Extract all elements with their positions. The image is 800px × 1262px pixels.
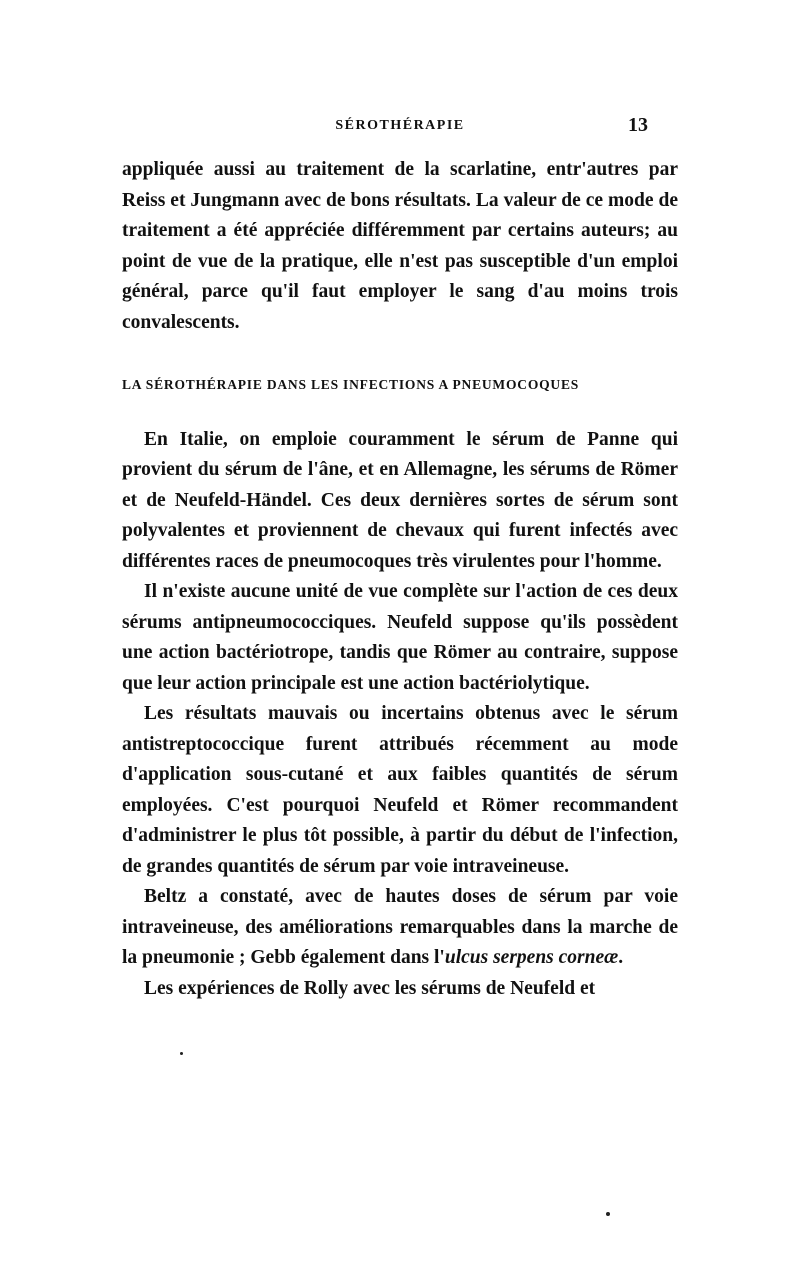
latin-term: ulcus serpens corneæ (444, 947, 619, 968)
paragraph-italy-germany: En Italie, on emploie couramment le sérum de Panne qui provient du sérum de l'âne, et en Allemagne, les sérums de Römer et de Neufeld-Händel. Ces deux dernières sortes de sérum sont polyvalentes et proviennent de chevaux qui furent infectés avec différentes races de pneumocoques très virulentes pour l'homme. (122, 428, 678, 572)
paragraph-rolly: Les expériences de Rolly avec les sérums de Neufeld et (144, 977, 596, 999)
body-text (122, 155, 678, 1004)
section-heading: LA SÉROTHÉRAPIE DANS LES INFECTIONS A PNEUMOCOQUES (122, 377, 580, 392)
running-title: SÉROTHÉRAPIE (335, 118, 465, 133)
print-speck (606, 1212, 610, 1216)
paragraph-results: Les résultats mauvais ou incertains obtenus avec le sérum antistreptococcique furent attribués récemment au mode d'application sous-cutané et aux faibles quantités de sérum employées. C'est pourquoi Neufeld et Römer recommandent d'administrer le plus tôt possible, à partir du début de l'infection, de grandes quantités de sérum par voie intraveineuse. (122, 703, 678, 877)
print-speck (180, 1052, 183, 1055)
page-number: 13 (628, 114, 648, 136)
paragraph-beltz (122, 882, 678, 974)
paragraph-continuation: appliquée aussi au traitement de la scarlatine, entr'autres par Reiss et Jungmann avec de bons résultats. La valeur de ce mode de traitement a été appréciée différemment par certains auteurs; au point de vue de la pratique, elle n'est pas susceptible d'un emploi général, parce qu'il faut employer le sang d'au moins trois convalescents. (122, 159, 678, 333)
paragraph-action: Il n'existe aucune unité de vue complète sur l'action de ces deux sérums antipneumococciques. Neufeld suppose qu'ils possèdent une action bactériotrope, tandis que Römer au contraire, suppose que leur action principale est une action bactériolytique. (122, 581, 678, 694)
paragraph-beltz-text: Beltz a constaté, avec de hautes doses de sérum par voie intraveineuse, des améliorations remarquables dans la marche de la pneumonie ; Gebb également dans l' (122, 886, 678, 968)
running-head (0, 114, 800, 142)
paragraph-beltz-end: . (618, 947, 624, 968)
